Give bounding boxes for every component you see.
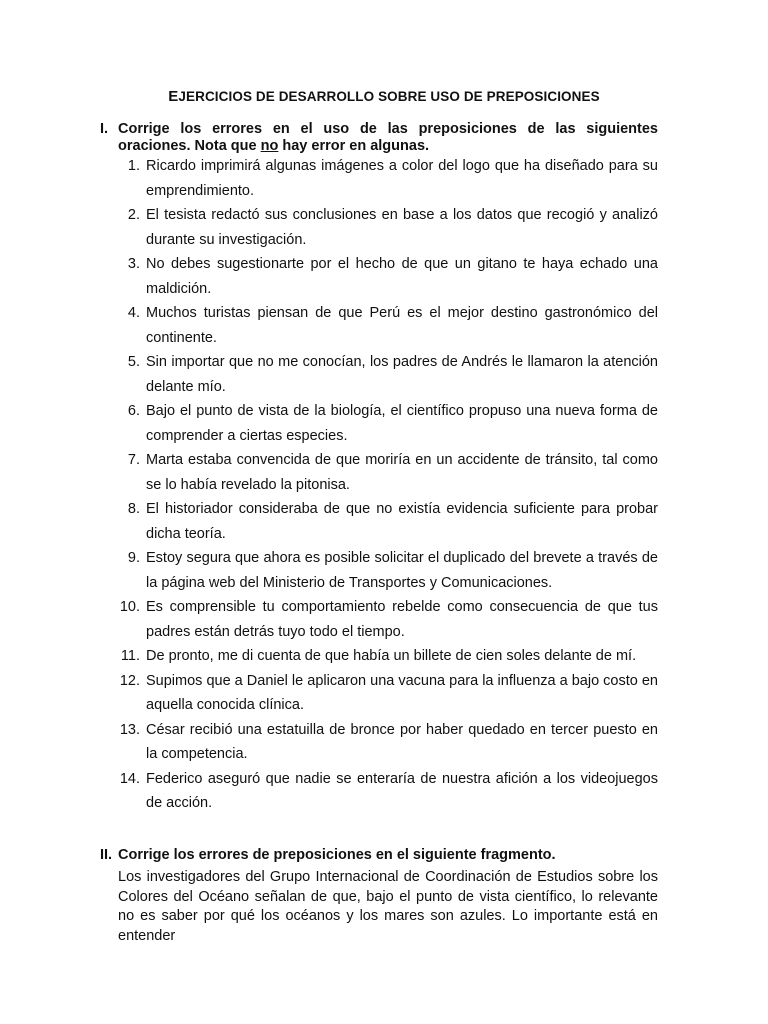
exercise-text: Ricardo imprimirá algunas imágenes a color del logo que ha diseñado para su emprendimiento. [146,158,658,199]
exercise-text: No debes sugestionarte por el hecho de que un gitano te haya echado una maldición. [146,256,658,297]
exercise-number: 10. [119,599,140,615]
exercise-item [112,350,658,399]
section-2-number: II. [100,847,113,863]
exercise-number: 9. [127,550,140,566]
exercise-text: Sin importar que no me conocían, los padres de Andrés le llamaron la atención delante mío. [146,354,658,395]
exercise-number: 1. [127,158,140,174]
section-1-instruction-part1: Corrige los errores en el uso de las preposiciones de las siguientes oraciones. Nota que [118,121,658,154]
exercise-text: Bajo el punto de vista de la biología, el científico propuso una nueva forma de comprender a ciertas especies. [146,403,658,444]
exercise-item [112,497,658,546]
document-title [110,88,658,105]
exercise-item [112,767,658,816]
exercise-list [112,154,658,816]
exercise-item [112,546,658,595]
exercise-text: César recibió una estatuilla de bronce por haber quedado en tercer puesto en la competencia. [146,721,658,762]
exercise-text: Estoy segura que ahora es posible solicitar el duplicado del brevete a través de la página web del Ministerio de Transportes y Comunicaciones. [146,550,658,591]
exercise-text: Supimos que a Daniel le aplicaron una vacuna para la influenza a bajo costo en aquella conocida clínica. [146,672,658,713]
exercise-item [112,644,658,669]
exercise-number: 4. [127,305,140,321]
exercise-number: 2. [127,207,140,223]
exercise-item [112,203,658,252]
exercise-text: El historiador consideraba de que no existía evidencia suficiente para probar dicha teoría. [146,501,658,542]
exercise-item [112,399,658,448]
exercise-number: 7. [127,452,140,468]
title-first-letter: E [168,88,179,105]
exercise-number: 8. [127,501,140,517]
exercise-text: De pronto, me di cuenta de que había un billete de cien soles delante de mí. [146,648,637,664]
exercise-number: 11. [120,648,140,664]
exercise-number: 14. [119,770,140,787]
exercise-item [112,252,658,301]
exercise-text: Marta estaba convencida de que moriría en un accidente de tránsito, tal como se lo había revelado la pitonisa. [146,452,658,493]
section-1-instruction [118,121,658,155]
exercise-item [112,448,658,497]
section-1-number: I. [100,121,109,137]
section-1-instruction-part2: hay error en algunas. [278,138,430,154]
exercise-number: 12. [119,672,140,689]
exercise-text: Muchos turistas piensan de que Perú es el mejor destino gastronómico del continente. [146,305,658,346]
exercise-item [112,301,658,350]
exercise-item [112,669,658,718]
title-rest: JERCICIOS DE DESARROLLO SOBRE USO DE PREPOSICIONES [178,89,600,104]
section-2-fragment: Los investigadores del Grupo Internacional de Coordinación de Estudios sobre los Colores del Océano señalan de que, bajo el punto de vista científico, lo relevante no es saber por qué los océanos y los mares son azules. Lo importante está en entender [118,869,658,944]
exercise-item [112,595,658,644]
section-2-instruction: Corrige los errores de preposiciones en el siguiente fragmento. [118,847,556,863]
exercise-number: 3. [127,256,140,272]
exercise-item [112,154,658,203]
exercise-item [112,718,658,767]
exercise-text: Es comprensible tu comportamiento rebelde como consecuencia de que tus padres están detrás tuyo todo el tiempo. [146,599,658,640]
exercise-number: 13. [119,721,140,738]
exercise-number: 5. [127,354,140,370]
section-1-instruction-underlined: no [260,138,279,154]
exercise-text: El tesista redactó sus conclusiones en base a los datos que recogió y analizó durante su investigación. [146,207,658,248]
exercise-text: Federico aseguró que nadie se enteraría de nuestra afición a los videojuegos de acción. [146,770,658,811]
exercise-number: 6. [127,403,140,419]
